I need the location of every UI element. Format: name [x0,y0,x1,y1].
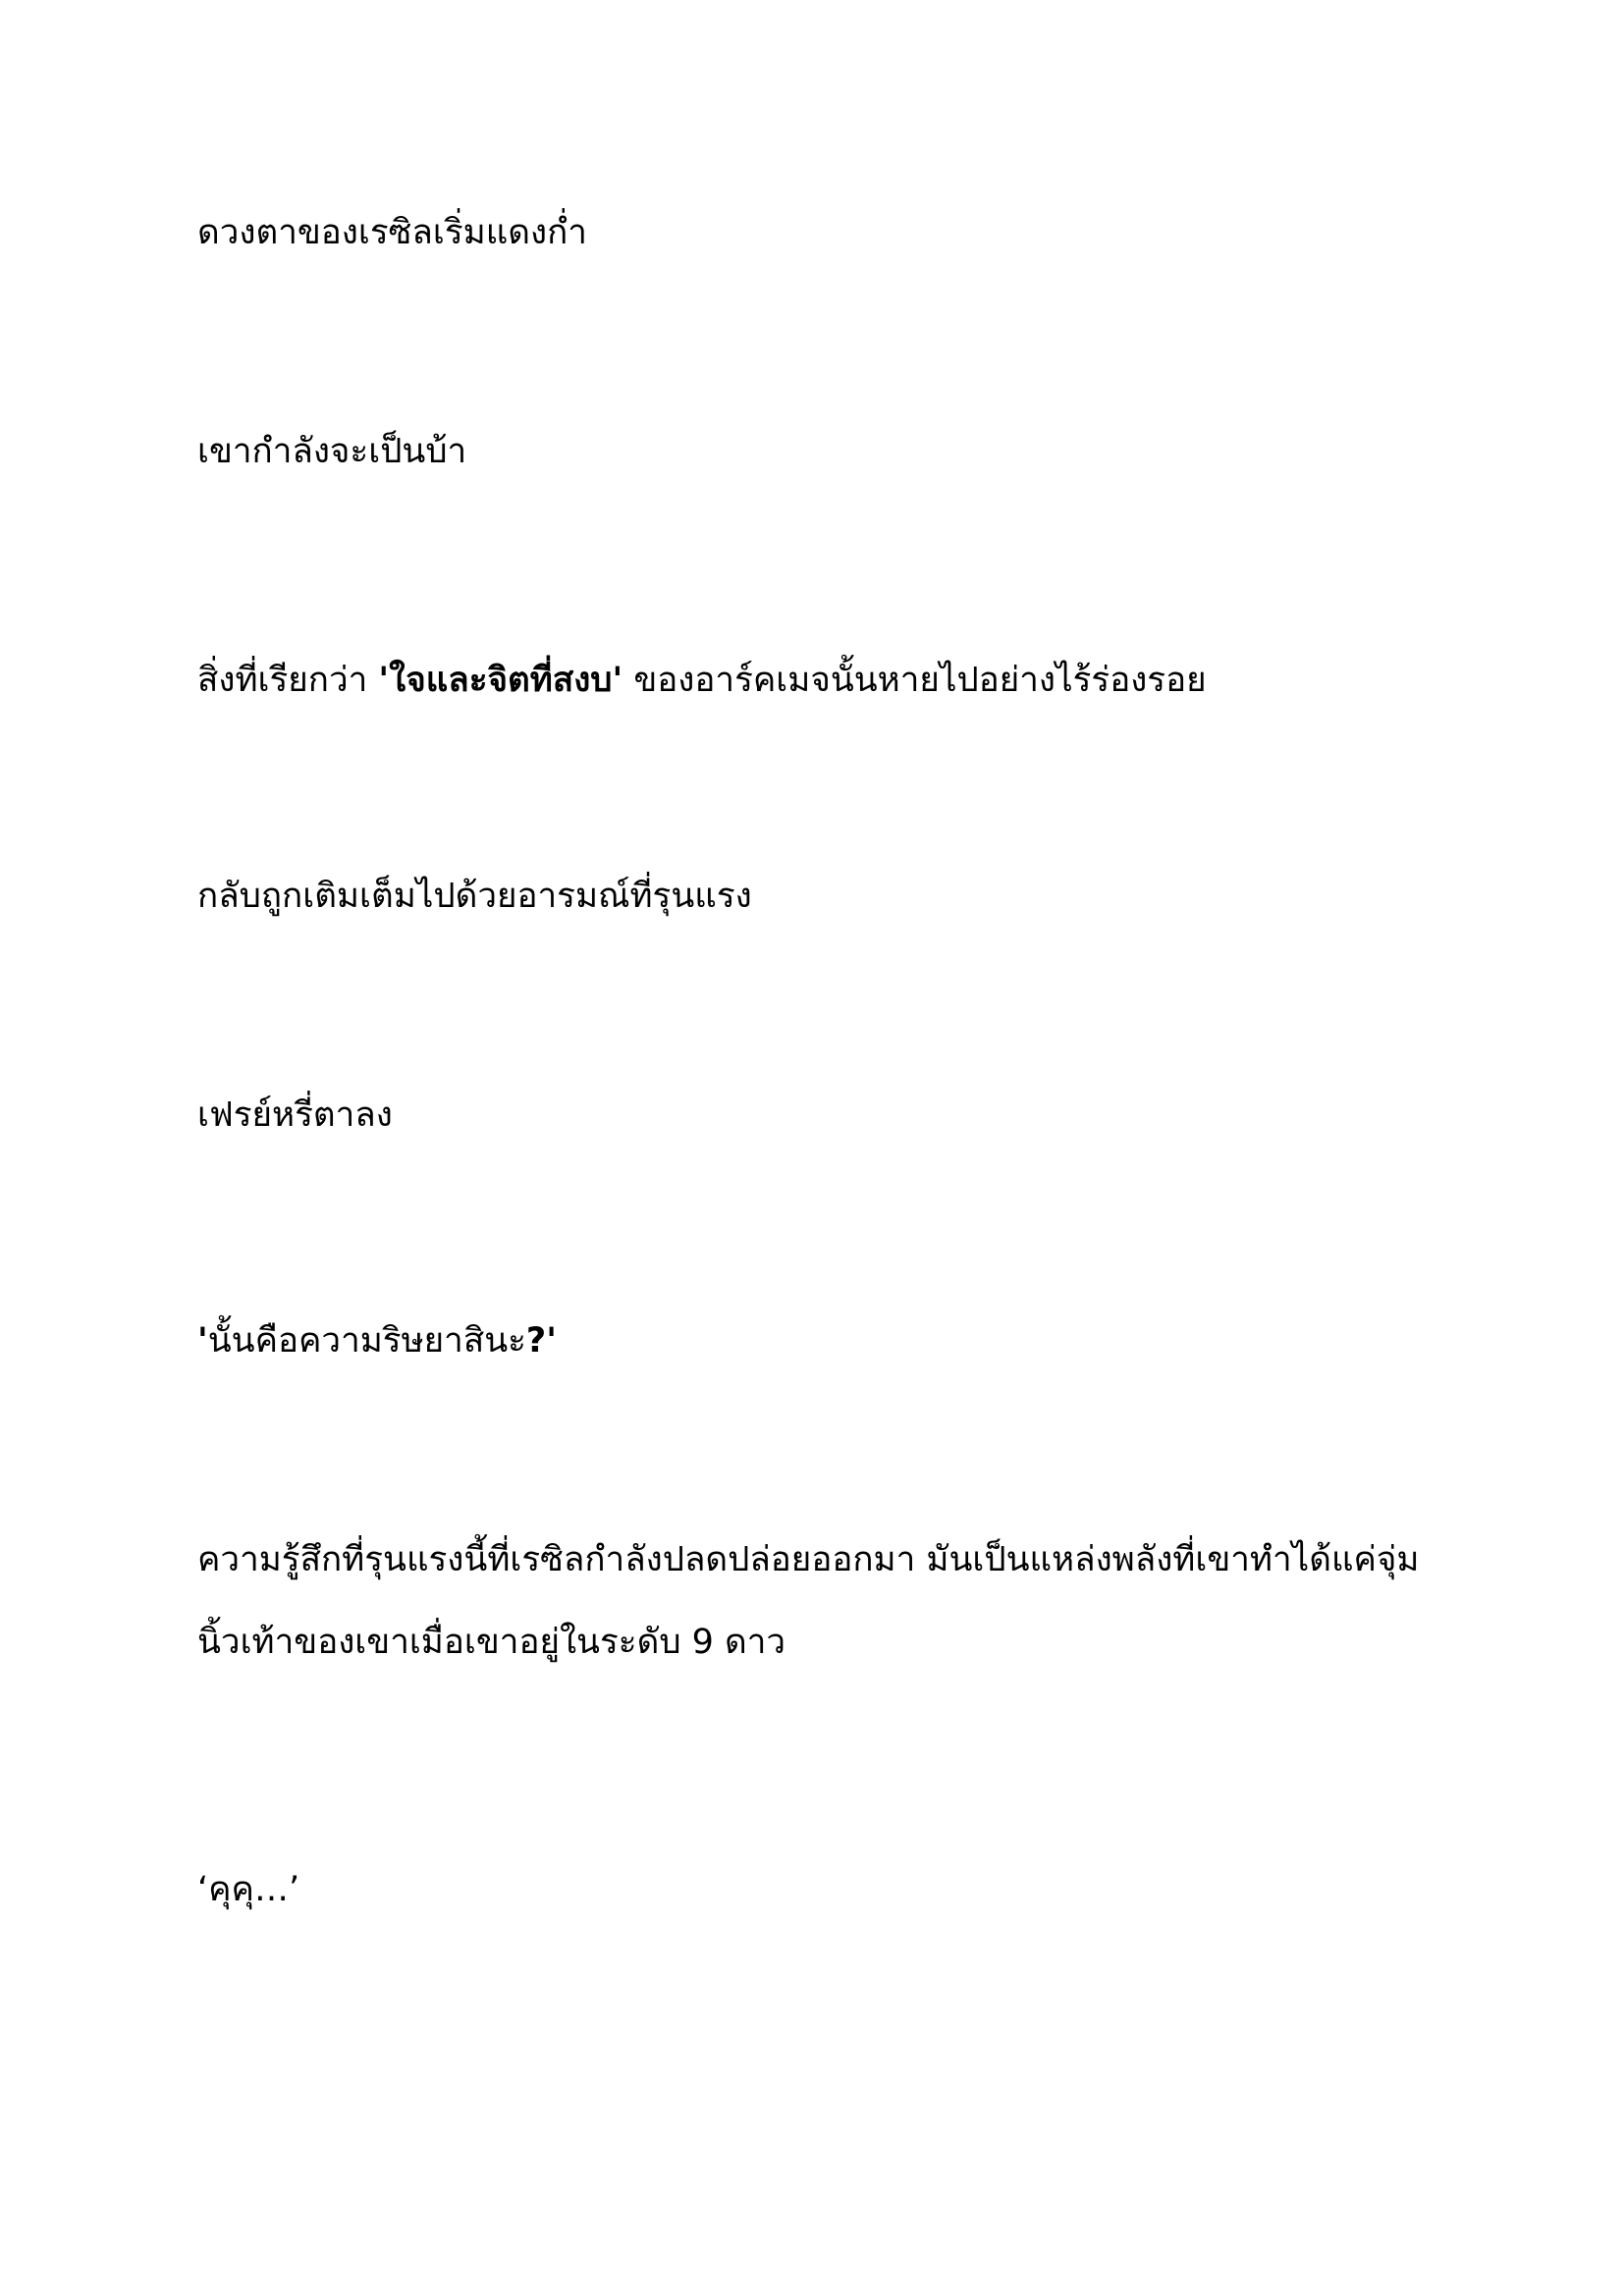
paragraph-7-line-2: นิ้วเท้าของเขาเมื่อเขาอยู่ในระดับ 9 ดาว [197,1623,786,1662]
paragraph-1: ดวงตาของเรซิลเริ่มแดงก่ำ [197,213,587,252]
paragraph-6 [197,1300,1454,1382]
paragraph-6-close-quote: ?' [525,1321,557,1361]
paragraph-3-quoted-phrase: 'ใจและจิตที่สงบ' [378,661,623,700]
paragraph-8: ‘คุคุ…’ [197,1870,300,1909]
paragraph-7 [197,1519,1454,1683]
paragraph-4: กลับถูกเติมเต็มไปด้วยอารมณ์ที่รุนแรง [197,877,752,916]
paragraph-7-line-1: ความรู้สึกที่รุนแรงนี้ที่เรซิลกำลังปลดปล่อยออกมา มันเป็นแหล่งพลังที่เขาทำได้แค่จุ่ม [197,1540,1420,1579]
paragraph-3-before: สิ่งที่เรียกว่า [197,661,379,700]
paragraph-3-after: ของอาร์คเมจนั้นหายไปอย่างไร้ร่องรอย [623,661,1207,700]
paragraph-2: เขากำลังจะเป็นบ้า [197,432,467,471]
paragraph-6-body: นั้นคือความริษยาสินะ [207,1321,526,1361]
paragraph-5: เฟรย์หรี่ตาลง [197,1095,393,1135]
paragraph-3 [197,639,1454,721]
paragraph-6-open-quote: ' [197,1321,208,1361]
